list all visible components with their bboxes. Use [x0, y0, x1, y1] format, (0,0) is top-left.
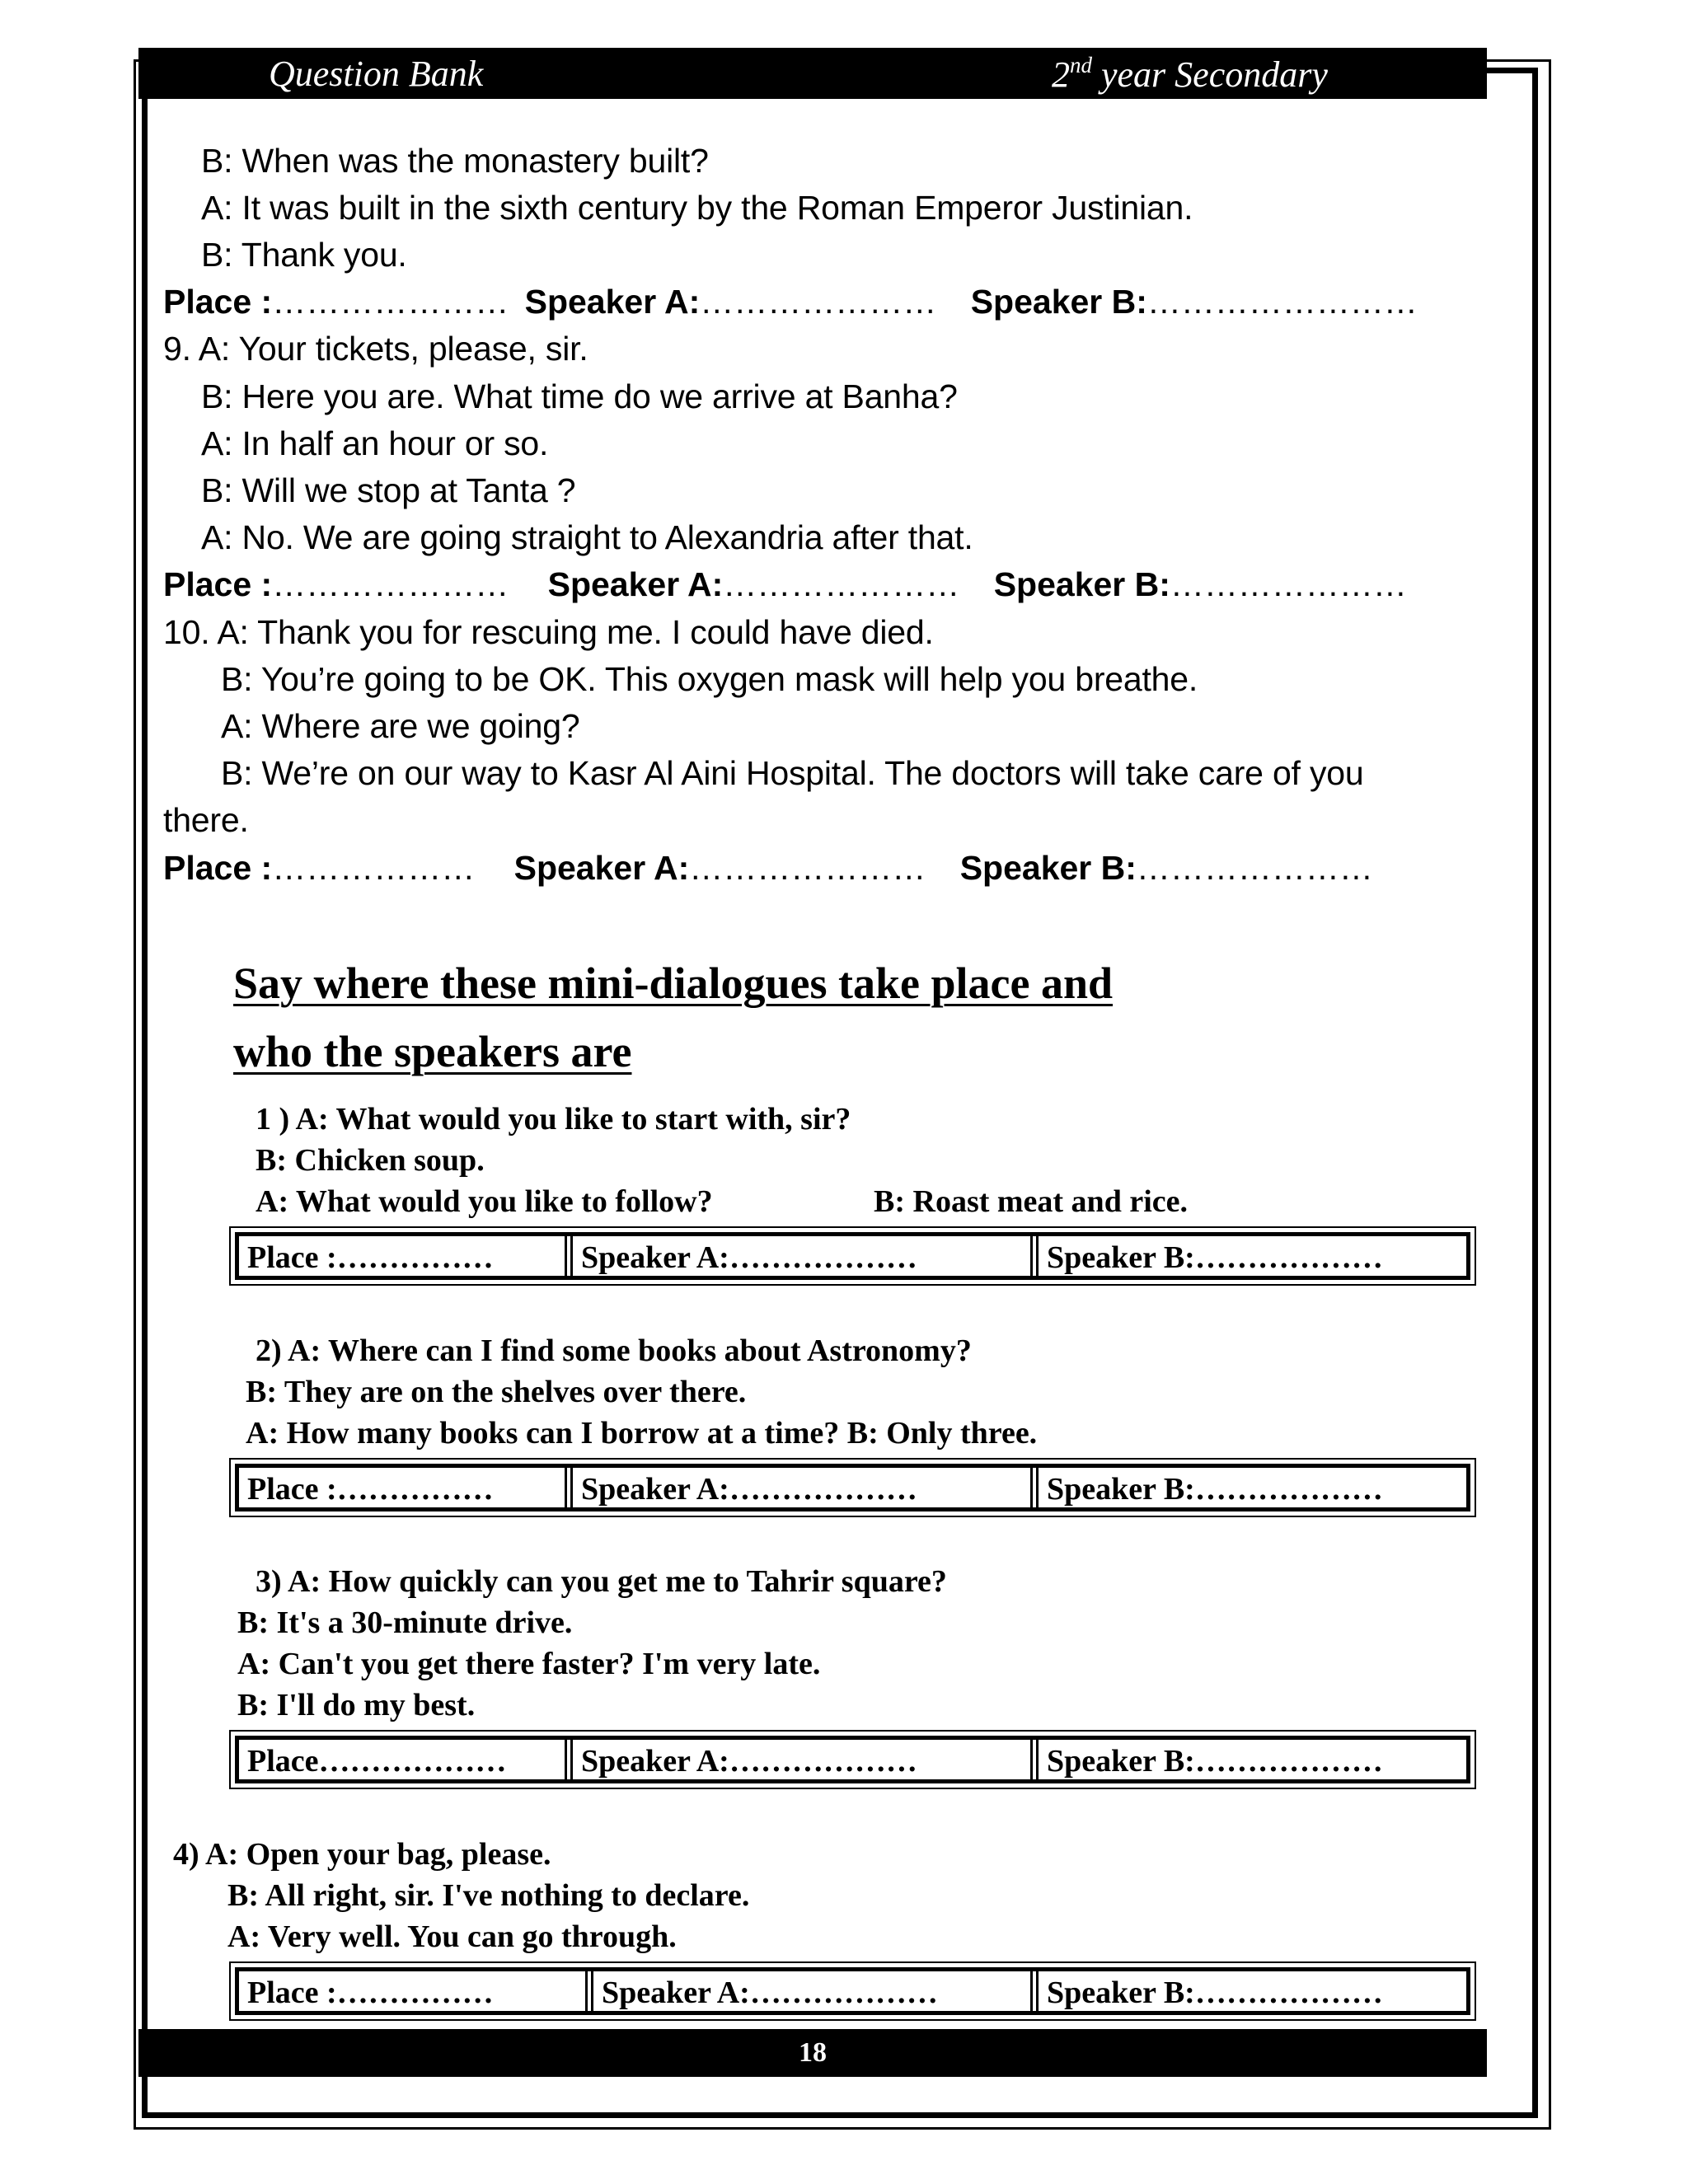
answer-line-9 [163, 565, 1407, 604]
speaker-a-cell[interactable]: Speaker A:……………… [581, 1744, 917, 1779]
mini-dialogue-line: B: All right, sir. I've nothing to declare. [227, 1878, 750, 1913]
mini-dialogue-line: A: How many books can I borrow at a time? B: Only three. [246, 1416, 1038, 1451]
page-number: 18 [799, 2037, 827, 2068]
dialogue-line: B: Here you are. What time do we arrive at Banha? [201, 377, 958, 415]
answer-line-8 [163, 283, 1418, 321]
answer-table-4 [229, 1961, 1476, 2021]
speaker-a-cell[interactable]: Speaker A:……………… [581, 1472, 917, 1507]
answer-table-3 [229, 1730, 1476, 1789]
mini-dialogue-line: B: They are on the shelves over there. [246, 1375, 747, 1409]
mini-dialogue-line: B: It's a 30-minute drive. [237, 1605, 573, 1640]
speaker-b-blank: ………………… [1170, 565, 1407, 603]
speaker-b-cell[interactable]: Speaker B:……………… [1047, 1744, 1383, 1779]
speaker-a-blank: ………………… [689, 849, 926, 887]
dialogue-line: B: Thank you. [201, 236, 407, 274]
answer-table-frame [235, 1464, 1470, 1511]
dialogue-line: A: No. We are going straight to Alexandria after that. [201, 518, 973, 556]
answer-table-2 [229, 1458, 1476, 1517]
speaker-b-blank: ………………… [1136, 849, 1373, 887]
mini-dialogue-line: B: Chicken soup. [256, 1143, 485, 1178]
place-cell[interactable]: Place :…………… [247, 1472, 494, 1507]
cell-divider [1030, 1971, 1039, 2011]
page-header [138, 48, 1487, 99]
answer-table-1 [229, 1226, 1476, 1286]
dialogue-line: A: In half an hour or so. [201, 424, 549, 462]
speaker-a-blank: ………………… [723, 565, 960, 603]
mini-dialogue-line: A: Very well. You can go through. [227, 1919, 677, 1954]
dialogue-line: there. [163, 801, 249, 839]
mini-dialogue-line: B: Roast meat and rice. [874, 1184, 1188, 1219]
page-footer [138, 2029, 1487, 2077]
section-heading-line-2: who the speakers are [233, 1027, 632, 1076]
answer-table-frame [235, 1967, 1470, 2015]
place-cell[interactable]: Place :…………… [247, 1975, 494, 2010]
cell-divider [565, 1236, 573, 1276]
cell-divider [565, 1740, 573, 1779]
cell-divider [1030, 1468, 1039, 1507]
cell-divider [565, 1468, 573, 1507]
dialogue-line: B: Will we stop at Tanta ? [201, 471, 576, 509]
place-cell[interactable]: Place :…………… [247, 1240, 494, 1275]
mini-dialogue-line: A: Can't you get there faster? I'm very late. [237, 1647, 821, 1681]
dialogue-line: B: We’re on our way to Kasr Al Aini Hospital. The doctors will take care of you [221, 754, 1364, 792]
speaker-b-cell[interactable]: Speaker B:……………… [1047, 1975, 1383, 2010]
speaker-a-label: Speaker A: [524, 283, 701, 321]
dialogue-line: B: When was the monastery built? [201, 142, 709, 180]
answer-line-10 [163, 849, 1373, 888]
header-grade [1052, 53, 1328, 96]
mini-dialogue-line: A: What would you like to follow? [256, 1184, 713, 1219]
answer-table-frame [235, 1232, 1470, 1280]
speaker-a-label: Speaker A: [547, 565, 724, 603]
place-label: Place : [163, 849, 273, 887]
speaker-b-label: Speaker B: [959, 849, 1137, 887]
header-grade-suffix: nd [1070, 53, 1092, 77]
dialogue-line: 9. A: Your tickets, please, sir. [163, 330, 588, 368]
place-cell[interactable]: Place……………… [247, 1744, 507, 1779]
speaker-a-cell[interactable]: Speaker A:……………… [581, 1240, 917, 1275]
speaker-b-label: Speaker B: [993, 565, 1170, 603]
cell-divider [1030, 1740, 1039, 1779]
header-grade-text: year Secondary [1092, 54, 1328, 95]
place-label: Place : [163, 565, 273, 603]
speaker-b-cell[interactable]: Speaker B:……………… [1047, 1472, 1383, 1507]
mini-dialogue-line: 1 ) A: What would you like to start with, sir? [256, 1102, 851, 1137]
speaker-a-cell[interactable]: Speaker A:……………… [602, 1975, 938, 2010]
mini-dialogue-line: 2) A: Where can I find some books about Astronomy? [256, 1333, 972, 1368]
dialogue-line: 10. A: Thank you for rescuing me. I could have died. [163, 613, 934, 651]
dialogue-line: A: Where are we going? [221, 707, 580, 745]
place-blank: ………………… [272, 565, 509, 603]
header-grade-number: 2 [1052, 54, 1070, 95]
section-heading-line-1: Say where these mini-dialogues take place and [233, 958, 1114, 1008]
mini-dialogue-line: 3) A: How quickly can you get me to Tahrir square? [256, 1564, 947, 1599]
mini-dialogue-line: 4) A: Open your bag, please. [173, 1837, 551, 1872]
cell-divider [1030, 1236, 1039, 1276]
dialogue-line: B: You’re going to be OK. This oxygen mask will help you breathe. [221, 660, 1198, 698]
place-label: Place : [163, 283, 273, 321]
speaker-a-label: Speaker A: [513, 849, 690, 887]
place-blank: ………………… [272, 283, 509, 321]
header-title: Question Bank [269, 54, 484, 94]
dialogue-line: A: It was built in the sixth century by the Roman Emperor Justinian. [201, 189, 1193, 227]
page-border-inner [142, 68, 1538, 2118]
speaker-b-blank: …………………… [1146, 283, 1418, 321]
place-blank: ……………… [272, 849, 476, 887]
speaker-b-cell[interactable]: Speaker B:……………… [1047, 1240, 1383, 1275]
speaker-a-blank: ………………… [700, 283, 937, 321]
speaker-b-label: Speaker B: [970, 283, 1147, 321]
mini-dialogue-line: B: I'll do my best. [237, 1688, 476, 1722]
answer-table-frame [235, 1736, 1470, 1783]
cell-divider [585, 1971, 593, 2011]
